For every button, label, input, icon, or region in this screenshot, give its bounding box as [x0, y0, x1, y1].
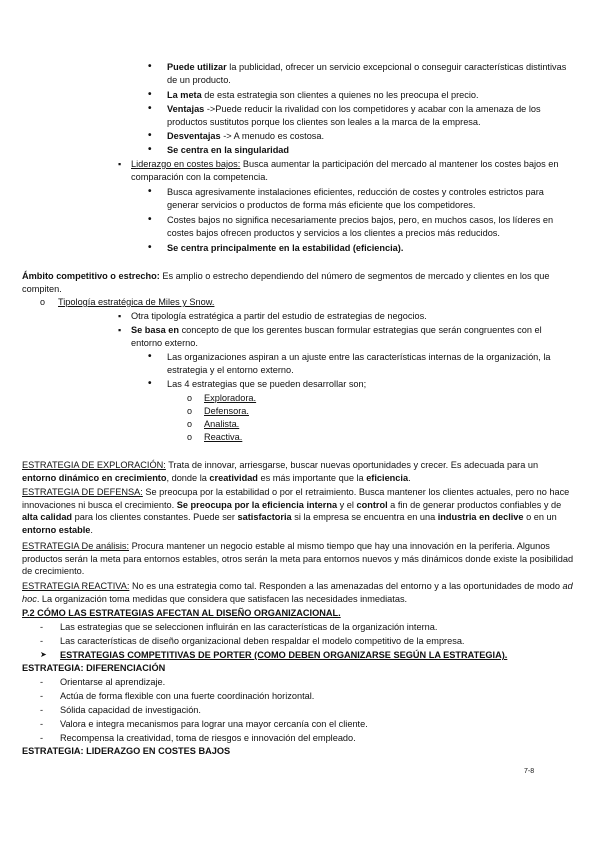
low-cost-leadership: Liderazgo en costes bajos: Busca aumentar la participación del mercado al mantener los costes bajos en comparación con la competencia. [131, 159, 559, 182]
strategy-item: Reactiva. [204, 432, 243, 442]
ambito-paragraph: Ámbito competitivo o estrecho: Es amplio o estrecho dependiendo del número de segmentos de mercado y clientes en los que compiten. [22, 271, 550, 294]
bullet-icon: • [148, 186, 152, 197]
page-number: 7-8 [524, 768, 535, 775]
section-heading: P.2 CÓMO LAS ESTRATEGIAS AFECTAN AL DISEÑO ORGANIZACIONAL. [22, 608, 341, 618]
list-item: Las organizaciones aspiran a un ajuste entre las características internas de la organización, la estrategia y el entorno externo. [167, 352, 551, 375]
list-item: Las características de diseño organizacional deben respaldar el modelo competitivo de la empresa. [60, 636, 465, 646]
list-item: Las estrategias que se seleccionen influirán en las características de la organización interna. [60, 622, 438, 632]
bullet-icon: • [148, 214, 152, 225]
list-item: Valora e integra mecanismos para lograr una mayor cercanía con el cliente. [60, 719, 368, 729]
bullet-icon: • [148, 89, 152, 100]
list-item: Orientarse al aprendizaje. [60, 677, 166, 687]
low-cost-heading: ESTRATEGIA: LIDERAZGO EN COSTES BAJOS [22, 746, 231, 756]
defense-paragraph: ESTRATEGIA DE DEFENSA: Se preocupa por la estabilidad o por el retraimiento. Busca mantener los clientes actuales, pero no hace innovaciones ni busca el crecimiento. Se preocupa por la eficiencia interna y el control a fin de generar productos confiables y de alta calidad para los clientes constantes. Puede ser satisfactoria si la empresa se encuentra en una industria en declive o en un entorno estable. [22, 487, 570, 535]
dash-bullet-icon: - [40, 719, 44, 729]
circle-bullet-icon: o [187, 393, 193, 403]
strategy-item: Defensora. [204, 406, 249, 416]
dash-bullet-icon: - [40, 691, 44, 701]
list-item: Otra tipología estratégica a partir del estudio de estrategias de negocios. [131, 311, 427, 321]
dash-bullet-icon: - [40, 733, 44, 743]
list-item: Las 4 estrategias que se pueden desarrollar son; [167, 379, 367, 389]
bullet-icon: • [148, 351, 152, 362]
bullet-icon: • [148, 144, 152, 155]
bullet-icon: • [148, 103, 152, 114]
strategy-item: Analista. [204, 419, 240, 429]
list-item: Se centra principalmente en la estabilidad (eficiencia). [167, 243, 404, 253]
circle-bullet-icon: o [187, 432, 193, 442]
list-item: Recompensa la creatividad, toma de riesgos e innovación del empleado. [60, 733, 356, 743]
list-item: Ventajas ->Puede reducir la rivalidad con los competidores y acabar con la amenaza de los productos sustitutos porque los clientes son leales a la marca de la empresa. [167, 104, 541, 127]
list-item: Se centra en la singularidad [167, 145, 290, 155]
porter-heading: ESTRATEGIAS COMPETITIVAS DE PORTER (COMO DEBEN ORGANIZARSE SEGÚN LA ESTRATEGIA). [60, 650, 508, 660]
list-item: Actúa de forma flexible con una fuerte coordinación horizontal. [60, 691, 315, 701]
circle-bullet-icon: o [187, 419, 193, 429]
square-bullet-icon: ▪ [118, 311, 122, 321]
list-item: Desventajas -> A menudo es costosa. [167, 131, 325, 141]
reactive-paragraph: ESTRATEGIA REACTIVA: No es una estrategia como tal. Responden a las amenazadas del entorno y a las oportunidades de modo ad hoc. La organización toma medidas que considera que satisfacen las necesidades inmediatas. [22, 581, 573, 604]
list-item: La meta de esta estrategia son clientes a quienes no les preocupa el precio. [167, 90, 479, 100]
arrow-bullet-icon: ➤ [40, 650, 47, 659]
list-item: Se basa en concepto de que los gerentes buscan formular estrategias que serán congruentes con el entorno externo. [131, 325, 542, 348]
circle-bullet-icon: o [187, 406, 193, 416]
dash-bullet-icon: - [40, 622, 44, 632]
bullet-icon: • [148, 61, 152, 72]
list-item: Puede utilizar la publicidad, ofrecer un servicio excepcional o conseguir características distintivas de un producto. [167, 62, 567, 85]
dash-bullet-icon: - [40, 677, 44, 687]
miles-snow-title: Tipología estratégica de Miles y Snow. [58, 297, 215, 307]
list-item: Sólida capacidad de investigación. [60, 705, 201, 715]
dash-bullet-icon: - [40, 705, 44, 715]
bullet-icon: • [148, 378, 152, 389]
list-item: Busca agresivamente instalaciones eficientes, reducción de costes y controles estrictos para generar servicios o productos de forma más eficiente que los competidores. [167, 187, 544, 210]
list-item: Costes bajos no significa necesariamente precios bajos, pero, en muchos casos, los líderes en costes bajos ofrecen productos y servicios a los clientes a precios más reducidos. [167, 215, 554, 238]
analysis-paragraph: ESTRATEGIA De análisis: Procura mantener un negocio estable al mismo tiempo que hay una innovación en la periferia. Algunos productos serán la meta para entornos estables, otros serán la meta para entornos nuevos y más dinámicos donde existe la posibilidad de crecimiento. [22, 541, 574, 577]
exploration-paragraph: ESTRATEGIA DE EXPLORACIÓN: Trata de innovar, arriesgarse, buscar nuevas oportunidades y crecer. Es adecuada para un entorno dinámico en crecimiento, donde la creatividad es más importante que la eficiencia. [22, 460, 539, 483]
dash-bullet-icon: - [40, 636, 44, 646]
square-bullet-icon: ▪ [118, 159, 122, 169]
strategy-item: Exploradora. [204, 393, 257, 403]
differentiation-heading: ESTRATEGIA: DIFERENCIACIÓN [22, 663, 166, 673]
bullet-icon: • [148, 242, 152, 253]
square-bullet-icon: ▪ [118, 325, 122, 335]
bullet-icon: • [148, 130, 152, 141]
circle-bullet-icon: o [40, 297, 46, 307]
